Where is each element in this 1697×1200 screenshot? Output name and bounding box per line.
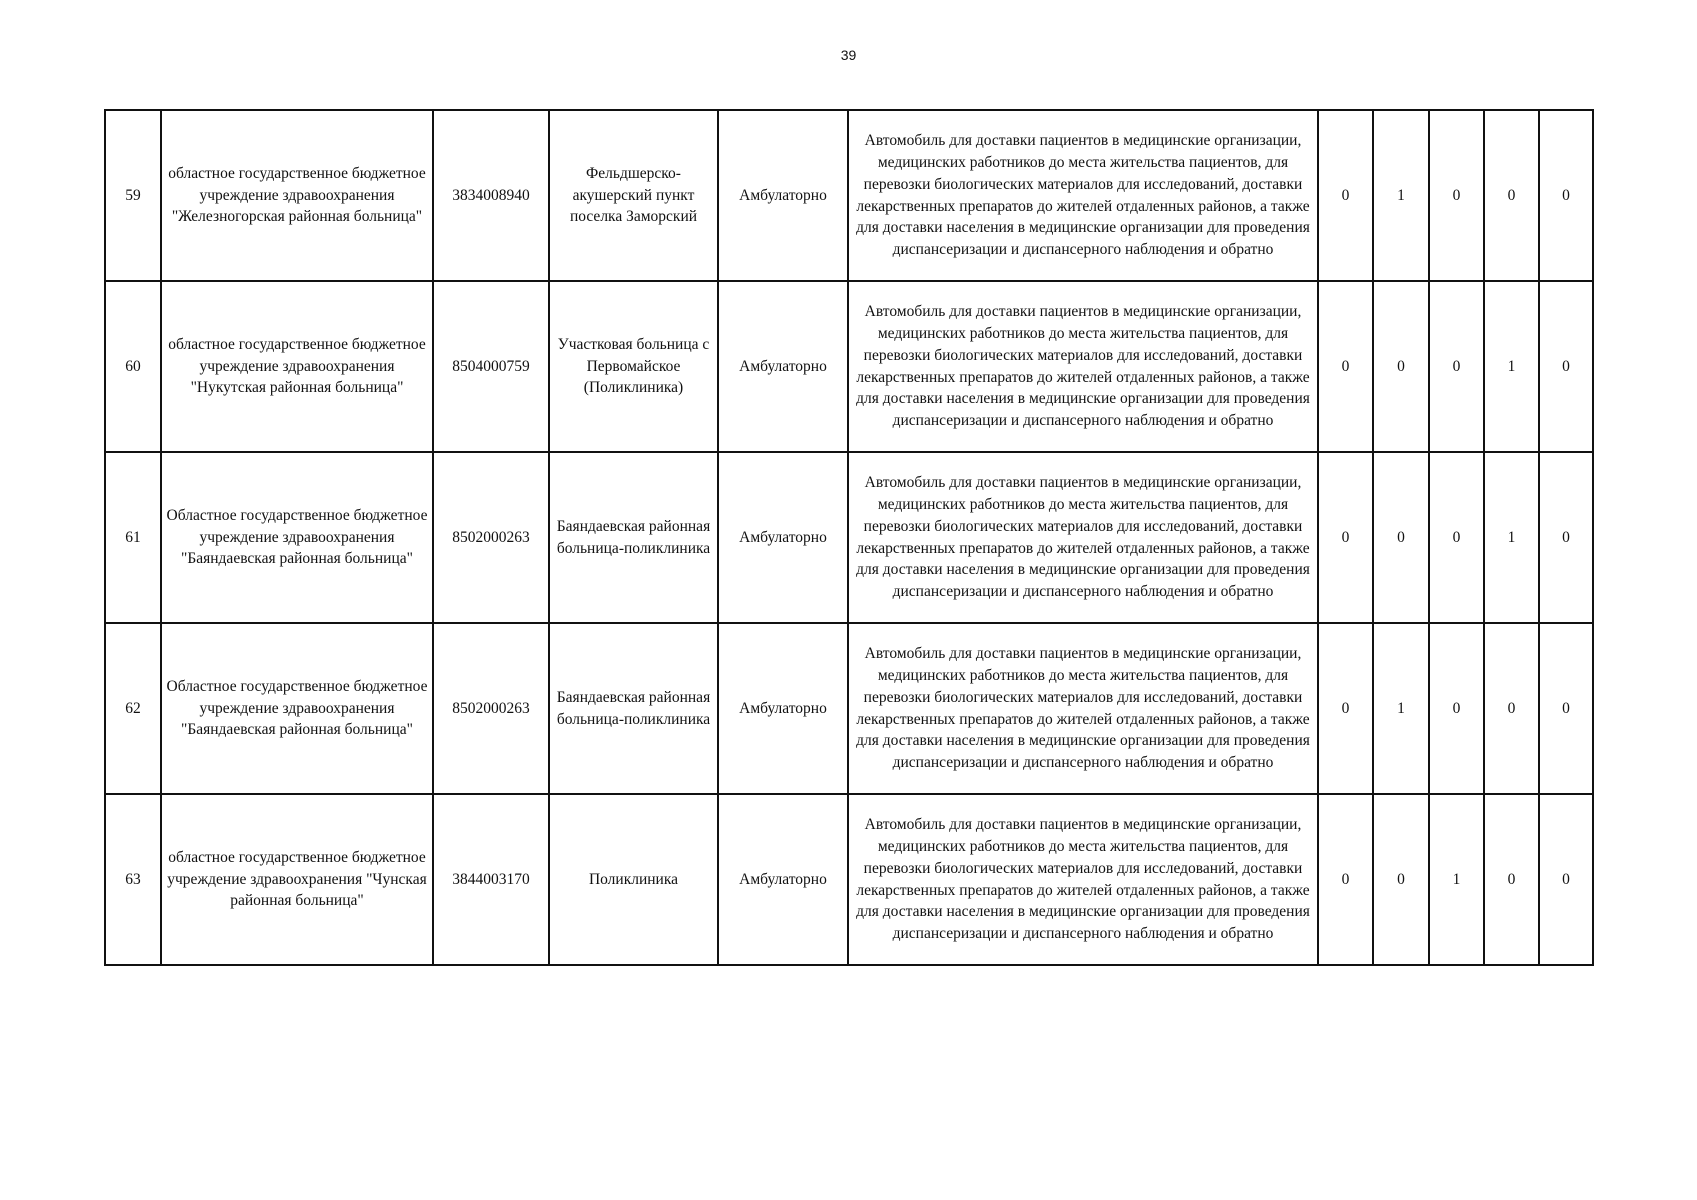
value-cell: 0 — [1429, 281, 1484, 452]
value-cell: 0 — [1539, 452, 1593, 623]
value-cell: 0 — [1429, 623, 1484, 794]
subdivision: Фельдшерско-акушерский пункт поселка Заморский — [549, 110, 718, 281]
value-cell: 0 — [1318, 110, 1373, 281]
value-cell: 1 — [1429, 794, 1484, 965]
row-number: 62 — [105, 623, 161, 794]
value-cell: 0 — [1318, 452, 1373, 623]
inn: 8502000263 — [433, 452, 549, 623]
row-number: 63 — [105, 794, 161, 965]
value-cell: 0 — [1484, 623, 1539, 794]
care-mode: Амбулаторно — [718, 452, 848, 623]
vehicle-description: Автомобиль для доставки пациентов в медицинские организации, медицинских работников до места жительства пациентов, для перевозки биологических материалов для исследований, доставки лекарственных препаратов до жителей отдаленных районов, а также для доставки населения в медицинские организации для проведения диспансеризации и диспансерного наблюдения и обратно — [848, 623, 1318, 794]
row-number: 61 — [105, 452, 161, 623]
value-cell: 1 — [1373, 110, 1429, 281]
value-cell: 0 — [1318, 281, 1373, 452]
inn: 3844003170 — [433, 794, 549, 965]
value-cell: 0 — [1429, 452, 1484, 623]
page-number: 39 — [840, 47, 857, 63]
value-cell: 1 — [1484, 452, 1539, 623]
vehicle-description: Автомобиль для доставки пациентов в медицинские организации, медицинских работников до места жительства пациентов, для перевозки биологических материалов для исследований, доставки лекарственных препаратов до жителей отдаленных районов, а также для доставки населения в медицинские организации для проведения диспансеризации и диспансерного наблюдения и обратно — [848, 281, 1318, 452]
value-cell: 0 — [1373, 452, 1429, 623]
value-cell: 0 — [1484, 794, 1539, 965]
care-mode: Амбулаторно — [718, 281, 848, 452]
value-cell: 1 — [1373, 623, 1429, 794]
row-number: 59 — [105, 110, 161, 281]
table-row — [105, 110, 1593, 281]
organization-name: Областное государственное бюджетное учреждение здравоохранения "Баяндаевская районная больница" — [161, 623, 433, 794]
inn: 8504000759 — [433, 281, 549, 452]
inn: 3834008940 — [433, 110, 549, 281]
table-row — [105, 281, 1593, 452]
care-mode: Амбулаторно — [718, 110, 848, 281]
organization-name: областное государственное бюджетное учреждение здравоохранения "Железногорская районная больница" — [161, 110, 433, 281]
row-number: 60 — [105, 281, 161, 452]
subdivision: Участковая больница с Первомайское (Поликлиника) — [549, 281, 718, 452]
value-cell: 0 — [1539, 623, 1593, 794]
subdivision: Баяндаевская районная больница-поликлиника — [549, 452, 718, 623]
vehicle-description: Автомобиль для доставки пациентов в медицинские организации, медицинских работников до места жительства пациентов, для перевозки биологических материалов для исследований, доставки лекарственных препаратов до жителей отдаленных районов, а также для доставки населения в медицинские организации для проведения диспансеризации и диспансерного наблюдения и обратно — [848, 110, 1318, 281]
value-cell: 0 — [1484, 110, 1539, 281]
value-cell: 0 — [1318, 794, 1373, 965]
value-cell: 0 — [1539, 281, 1593, 452]
data-table — [104, 109, 1594, 966]
value-cell: 1 — [1484, 281, 1539, 452]
subdivision: Баяндаевская районная больница-поликлиника — [549, 623, 718, 794]
organization-name: Областное государственное бюджетное учреждение здравоохранения "Баяндаевская районная больница" — [161, 452, 433, 623]
organization-name: областное государственное бюджетное учреждение здравоохранения "Чунская районная больница" — [161, 794, 433, 965]
value-cell: 0 — [1373, 281, 1429, 452]
vehicle-description: Автомобиль для доставки пациентов в медицинские организации, медицинских работников до места жительства пациентов, для перевозки биологических материалов для исследований, доставки лекарственных препаратов до жителей отдаленных районов, а также для доставки населения в медицинские организации для проведения диспансеризации и диспансерного наблюдения и обратно — [848, 452, 1318, 623]
care-mode: Амбулаторно — [718, 794, 848, 965]
value-cell: 0 — [1539, 794, 1593, 965]
value-cell: 0 — [1318, 623, 1373, 794]
care-mode: Амбулаторно — [718, 623, 848, 794]
value-cell: 0 — [1539, 110, 1593, 281]
vehicle-description: Автомобиль для доставки пациентов в медицинские организации, медицинских работников до места жительства пациентов, для перевозки биологических материалов для исследований, доставки лекарственных препаратов до жителей отдаленных районов, а также для доставки населения в медицинские организации для проведения диспансеризации и диспансерного наблюдения и обратно — [848, 794, 1318, 965]
value-cell: 0 — [1429, 110, 1484, 281]
inn: 8502000263 — [433, 623, 549, 794]
organization-name: областное государственное бюджетное учреждение здравоохранения "Нукутская районная больница" — [161, 281, 433, 452]
table-row — [105, 452, 1593, 623]
value-cell: 0 — [1373, 794, 1429, 965]
table-row — [105, 794, 1593, 965]
table-row — [105, 623, 1593, 794]
subdivision: Поликлиника — [549, 794, 718, 965]
